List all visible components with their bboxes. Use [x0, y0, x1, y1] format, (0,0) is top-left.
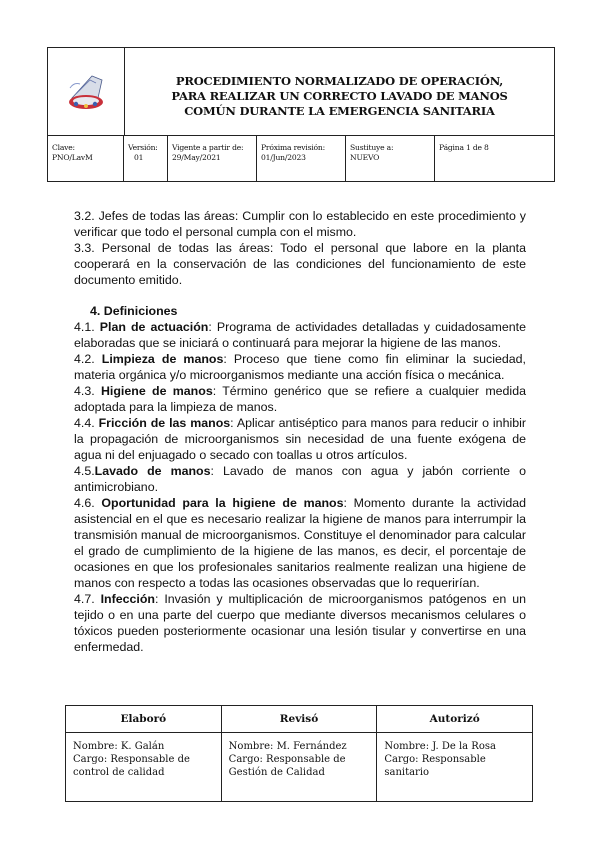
definition-number: 4.6. [74, 496, 102, 510]
header-autorizo: Autorizó [429, 713, 480, 725]
vigente-label: Vigente a partir de: [172, 143, 244, 152]
document-title [125, 48, 554, 135]
logo-illustration-icon [62, 68, 110, 116]
definition-number: 4.1. [74, 320, 100, 334]
definition-number: 4.5. [74, 464, 95, 478]
definition-text: : Invasión y multiplicación de microorganismos patógenos en un tejido o en una parte del cuerpo que mediante diversos mecanismos celulares o tóxicos pueden posteriormente ocasionar una lesión tisular y convertirse en una enfermedad. [74, 592, 526, 654]
title-line-3: COMÚN DURANTE LA EMERGENCIA SANITARIA [184, 104, 495, 118]
revision-cell [257, 136, 346, 181]
responsibilities-section [74, 208, 526, 288]
definition-4-2 [74, 351, 526, 383]
sustituye-cell [346, 136, 435, 181]
vigente-cell [168, 136, 257, 181]
definition-text: : Aplicar antiséptico para manos para reducir o inhibir la propagación de microorganismos sin necesidad de una fuente exógena de agua ni del enjuagado o secado con toallas u otros artículos. [74, 416, 526, 462]
definition-number: 4.7. [74, 592, 101, 606]
sustituye-label: Sustituye a: [350, 143, 394, 152]
definition-text: : Proceso que tiene como fin eliminar la suciedad, materia orgánica y/o microorganismos mediante una acción física o mecánica. [74, 352, 526, 382]
definition-text: : Momento durante la actividad asistencial en el que es necesario realizar la higiene de manos para interrumpir la transmisión manual de microorganismos. Constituye el denominador para calcular el grado de cumplimiento de la higiene de las manos, es decir, el porcentaje de ocasiones en que los profesionales sanitarios realmente realizan una higiene de manos con respecto a todas las ocasiones observadas que lo requerirían. [74, 496, 526, 590]
definition-text: : Término genérico que se refiere a cualquier medida adoptada para la limpieza de manos. [74, 384, 526, 414]
definition-4-3 [74, 383, 526, 415]
signature-autorizo [377, 733, 532, 801]
version-cell [124, 136, 168, 181]
signer-role: Cargo: Responsable de Gestión de Calidad [228, 754, 346, 778]
company-logo [48, 48, 125, 135]
definition-term: Limpieza de manos [101, 352, 224, 366]
definition-text: : Lavado de manos con agua y jabón corriente o antimicrobiano. [74, 464, 526, 494]
paragraph-3-3: 3.3. Personal de todas las áreas: Todo el personal que labore en la planta cooperará en la conservación de las condiciones del funcionamiento de este documento emitido. [74, 241, 526, 287]
definition-4-7 [74, 591, 526, 655]
definition-term: Fricción de las manos [98, 416, 231, 430]
sustituye-value: NUEVO [350, 153, 380, 162]
signature-elaboro [66, 733, 222, 801]
definition-4-1 [74, 319, 526, 351]
revision-label: Próxima revisión: [261, 143, 325, 152]
definition-number: 4.4. [74, 416, 99, 430]
pagina-cell [435, 136, 554, 181]
definition-number: 4.3. [74, 384, 101, 398]
signature-table [65, 705, 533, 802]
definition-4-6 [74, 495, 526, 591]
header-elaboro: Elaboró [66, 706, 222, 732]
clave-cell [48, 136, 124, 181]
version-value: 01 [134, 153, 144, 162]
paragraph-3-2: 3.2. Jefes de todas las áreas: Cumplir con lo establecido en este procedimiento y verificar que todo el personal cumpla con el mismo. [74, 209, 526, 239]
definitions-section [74, 303, 526, 655]
signer-name: Nombre: M. Fernández [228, 741, 347, 752]
document-header [47, 47, 555, 182]
header-reviso: Revisó [222, 706, 378, 732]
definition-term: Lavado de manos [94, 464, 211, 478]
clave-label: Clave: [52, 143, 75, 152]
signature-reviso [222, 733, 378, 801]
version-label: Versión: [128, 143, 158, 152]
definition-term: Infección [100, 592, 155, 606]
definition-text: : Programa de actividades detalladas y cuidadosamente elaboradas que se iniciará o continuará para mejorar la higiene de las manos. [74, 320, 526, 350]
section-title-definiciones: 4. Definiciones [90, 304, 178, 318]
definition-term: Plan de actuación [99, 320, 209, 334]
clave-value: PNO/LavM [52, 153, 93, 162]
title-line-2: PARA REALIZAR UN CORRECTO LAVADO DE MANOS [171, 89, 508, 103]
signer-role: Cargo: Responsable sanitario [384, 754, 486, 778]
definition-term: Oportunidad para la higiene de manos [101, 496, 344, 510]
vigente-value: 29/May/2021 [172, 153, 221, 162]
title-line-1: PROCEDIMIENTO NORMALIZADO DE OPERACIÓN, [175, 74, 504, 88]
signer-role: Cargo: Responsable de control de calidad [73, 754, 190, 778]
definition-4-5 [74, 463, 526, 495]
signer-name: Nombre: K. Galán [73, 741, 165, 752]
definition-term: Higiene de manos [100, 384, 213, 398]
definition-4-4 [74, 415, 526, 463]
revision-value: 01/Jun/2023 [261, 153, 306, 162]
page-number: Página 1 de 8 [439, 143, 489, 152]
definition-number: 4.2. [74, 352, 102, 366]
signer-name: Nombre: J. De la Rosa [384, 741, 496, 752]
